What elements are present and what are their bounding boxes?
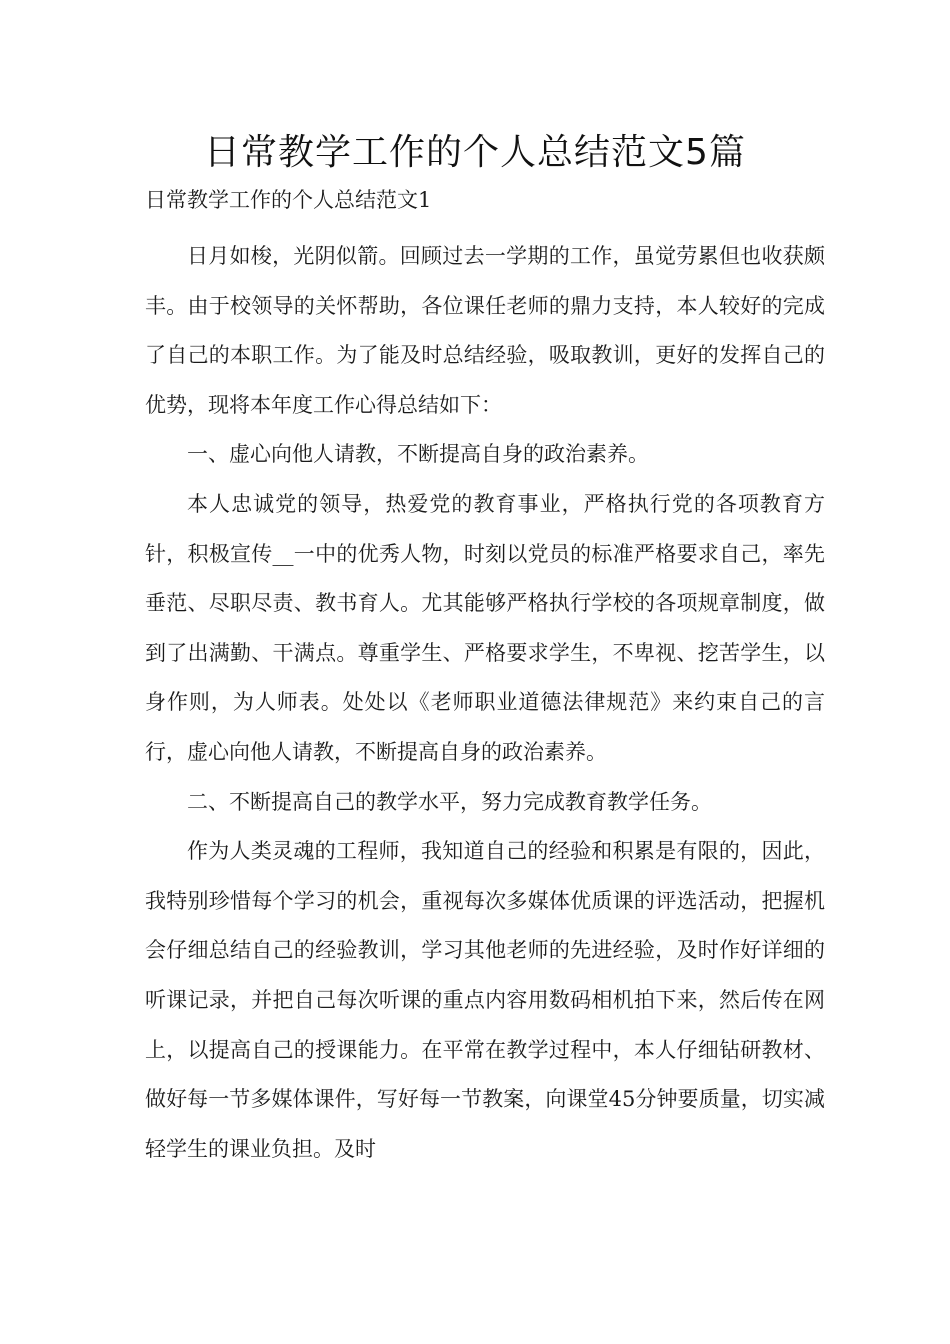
section-heading: 日常教学工作的个人总结范文1 — [145, 188, 432, 212]
paragraph-teaching: 作为人类灵魂的工程师，我知道自己的经验和积累是有限的，因此，我特别珍惜每个学习的机会，重视每次多媒体优质课的评选活动，把握机会仔细总结自己的经验教训，学习其他老师的先进经验，及时作好详细的听课记录，并把自己每次听课的重点内容用数码相机拍下来，然后传在网上，以提高自己的授课能力。在平常在教学过程中，本人仔细钻研教材、做好每一节多媒体课件，写好每一节教案，向课堂45分钟要质量，切实减轻学生的课业负担。及时 — [145, 839, 825, 1161]
document-title: 日常教学工作的个人总结范文5篇 — [204, 132, 746, 173]
document-body — [145, 232, 825, 1174]
paragraph-heading-1: 一、虚心向他人请教，不断提高自身的政治素养。 — [187, 442, 649, 467]
paragraph-political: 本人忠诚党的领导，热爱党的教育事业，严格执行党的各项教育方针，积极宣传__一中的优秀人物，时刻以党员的标准严格要求自己，率先垂范、尽职尽责、教书育人。尤其能够严格执行学校的各项规章制度，做到了出满勤、干满点。尊重学生、严格要求学生，不卑视、挖苦学生，以身作则，为人师表。处处以《老师职业道德法律规范》来约束自己的言行，虚心向他人请教，不断提高自身的政治素养。 — [145, 491, 825, 764]
paragraph-heading-2: 二、不断提高自己的教学水平，努力完成教育教学任务。 — [187, 789, 712, 814]
paragraph-intro: 日月如梭，光阴似箭。回顾过去一学期的工作，虽觉劳累但也收获颇丰。由于校领导的关怀帮助，各位课任老师的鼎力支持，本人较好的完成了自己的本职工作。为了能及时总结经验，吸取教训，更好的发挥自己的优势，现将本年度工作心得总结如下： — [145, 244, 825, 417]
